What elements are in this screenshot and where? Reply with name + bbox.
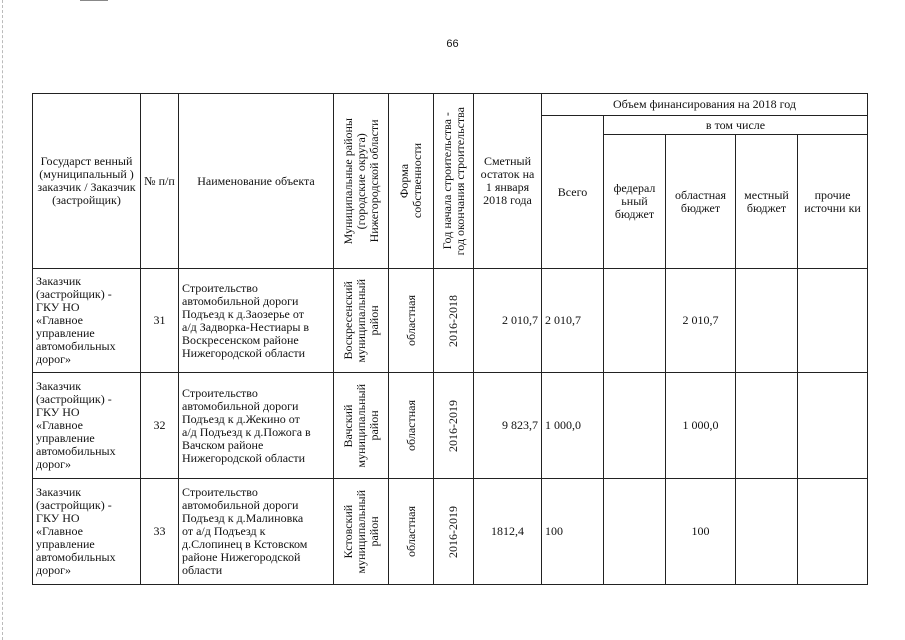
header-number: № п/п bbox=[141, 94, 179, 269]
row-ownership-text: областная bbox=[403, 506, 418, 557]
row-years bbox=[434, 269, 474, 373]
header-ownership bbox=[389, 94, 434, 269]
header-regional: областная бюджет bbox=[666, 135, 736, 269]
row-years-text: 2016-2018 bbox=[446, 294, 460, 347]
row-federal bbox=[604, 373, 666, 479]
page-edge-line bbox=[2, 0, 3, 640]
row-district bbox=[334, 479, 389, 585]
row-ownership-text: областная bbox=[403, 400, 418, 451]
page-number: 66 bbox=[446, 38, 459, 50]
row-number: 33 bbox=[141, 479, 179, 585]
row-district-text: Вачский муниципальный район bbox=[340, 383, 381, 468]
row-federal bbox=[604, 479, 666, 585]
row-federal bbox=[604, 269, 666, 373]
header-customer: Государст венный (муниципальный ) заказчик / Заказчик (застройщик) bbox=[33, 94, 141, 269]
row-district-text: Кстовский муниципальный район bbox=[340, 489, 381, 574]
header-estimate: Сметный остаток на 1 января 2018 года bbox=[474, 94, 542, 269]
header-districts bbox=[334, 94, 389, 269]
row-ownership bbox=[389, 373, 434, 479]
row-regional: 100 bbox=[666, 479, 736, 585]
top-scan-mark bbox=[80, 0, 108, 1]
row-object-name: Строительство автомобильной дороги Подъезд к д.Малиновка от а/д Подъезд к д.Слопинец в Кстовском районе Нижегородской области bbox=[179, 479, 334, 585]
row-ownership bbox=[389, 479, 434, 585]
row-total: 2 010,7 bbox=[542, 269, 604, 373]
table-row bbox=[33, 373, 868, 479]
row-local bbox=[736, 269, 798, 373]
header-ownership-text: Форма собственности bbox=[397, 143, 424, 219]
row-years bbox=[434, 373, 474, 479]
row-years bbox=[434, 479, 474, 585]
row-years-text: 2016-2019 bbox=[446, 505, 460, 558]
row-other bbox=[798, 373, 868, 479]
row-object-name: Строительство автомобильной дороги Подъезд к д.Жекино от а/д Подъезд к д.Пожога в Вачском районе Нижегородской области bbox=[179, 373, 334, 479]
header-total: Всего bbox=[542, 116, 604, 269]
row-estimate: 9 823,7 bbox=[474, 373, 542, 479]
row-customer: Заказчик (застройщик) - ГКУ НО «Главное управление автомобильных дорог» bbox=[33, 269, 141, 373]
row-other bbox=[798, 269, 868, 373]
table-row bbox=[33, 269, 868, 373]
row-regional: 2 010,7 bbox=[666, 269, 736, 373]
row-regional: 1 000,0 bbox=[666, 373, 736, 479]
row-local bbox=[736, 479, 798, 585]
row-district bbox=[334, 373, 389, 479]
row-local bbox=[736, 373, 798, 479]
financing-table bbox=[32, 93, 868, 585]
row-number: 32 bbox=[141, 373, 179, 479]
header-years-text: Год начала строительства - год окончания строительства bbox=[439, 106, 467, 256]
row-total: 1 000,0 bbox=[542, 373, 604, 479]
header-years bbox=[434, 94, 474, 269]
row-estimate: 1812,4 bbox=[474, 479, 542, 585]
row-estimate: 2 010,7 bbox=[474, 269, 542, 373]
row-number: 31 bbox=[141, 269, 179, 373]
row-object-name: Строительство автомобильной дороги Подъезд к д.Заозерье от а/д Задворка-Нестиары в Воскресенском районе Нижегородской области bbox=[179, 269, 334, 373]
header-local: местный бюджет bbox=[736, 135, 798, 269]
row-total: 100 bbox=[542, 479, 604, 585]
header-including: в том числе bbox=[604, 116, 868, 135]
row-district bbox=[334, 269, 389, 373]
header-funding-title: Объем финансирования на 2018 год bbox=[542, 94, 868, 116]
row-customer: Заказчик (застройщик) - ГКУ НО «Главное управление автомобильных дорог» bbox=[33, 479, 141, 585]
row-district-text: Воскресенский муниципальный район bbox=[340, 278, 381, 363]
row-ownership-text: областная bbox=[403, 295, 418, 346]
row-years-text: 2016-2019 bbox=[446, 399, 460, 452]
table-row bbox=[33, 479, 868, 585]
row-other bbox=[798, 479, 868, 585]
row-customer: Заказчик (застройщик) - ГКУ НО «Главное управление автомобильных дорог» bbox=[33, 373, 141, 479]
header-row-1 bbox=[33, 94, 868, 116]
header-object-name: Наименование объекта bbox=[179, 94, 334, 269]
header-other: прочие источни ки bbox=[798, 135, 868, 269]
header-districts-text: Муниципальные районы (городские округа) Нижегородской области bbox=[340, 117, 381, 245]
row-ownership bbox=[389, 269, 434, 373]
header-federal: федерал ьный бюджет bbox=[604, 135, 666, 269]
